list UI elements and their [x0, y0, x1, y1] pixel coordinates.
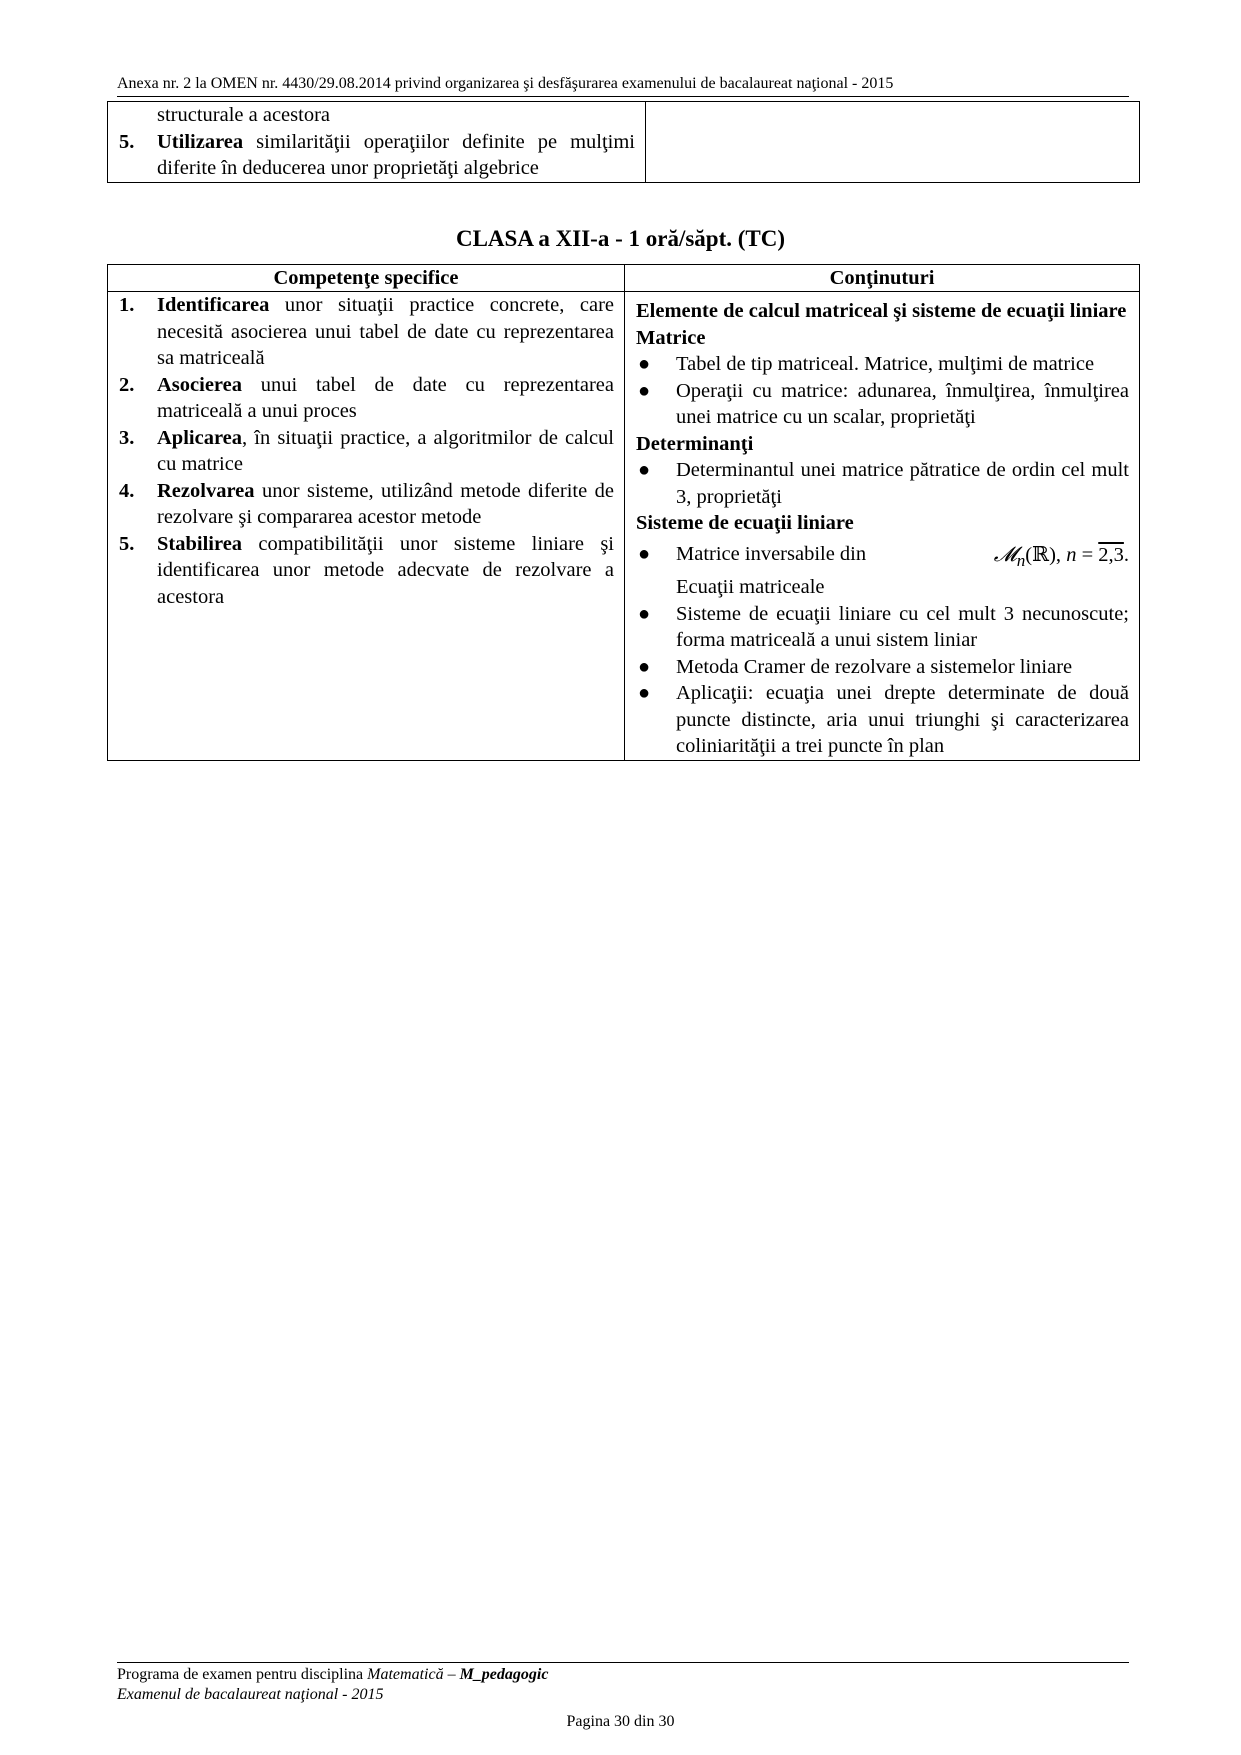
bullet-text: Tabel de tip matriceal. Matrice, mulţimi de matrice: [676, 353, 1095, 375]
item-number: 5.: [119, 130, 135, 153]
competenta-item: [119, 531, 614, 611]
bullet-text: Determinantul unei matrice pătratice de ordin cel mult 3, proprietăţi: [676, 459, 1129, 508]
item-keyword: Asocierea: [157, 373, 243, 396]
continut-title: Elemente de calcul matriceal şi sisteme de ecuaţii liniare: [636, 300, 1127, 322]
matrix-set-formula: [994, 541, 1129, 575]
item-number: 5.: [119, 532, 135, 555]
bullet-icon: ●: [638, 459, 651, 481]
item-text: unui tabel de date cu reprezentarea matriceală a unui proces: [157, 373, 614, 422]
determinanti-list: [636, 457, 1129, 510]
footer-line-1: [117, 1665, 1129, 1685]
bullet-item: [636, 680, 1129, 760]
item-number: 3.: [119, 426, 135, 449]
competenta-item: [119, 292, 614, 372]
item-keyword: Rezolvarea: [157, 479, 255, 502]
col-header-continuturi: Conţinuturi: [625, 265, 1140, 292]
bullet-text: Metoda Cramer de rezolvare a sistemelor liniare: [676, 655, 1073, 678]
section-title: CLASA a XII-a - 1 oră/săpt. (TC): [455, 226, 786, 251]
competente-list: [119, 292, 614, 610]
competente-cell: [108, 292, 625, 761]
bullet-item: [636, 351, 1129, 378]
competenta-item: [119, 425, 614, 478]
page-number: Pagina 30 din 30: [566, 1713, 675, 1730]
bullet-icon: ●: [638, 379, 651, 402]
formula-range: 2,3: [1098, 543, 1124, 566]
bullet-icon: ●: [638, 655, 651, 678]
bullet-item: [636, 537, 1129, 601]
matrice-list: [636, 351, 1129, 431]
section-heading-sisteme: Sisteme de ecuaţii liniare: [636, 512, 854, 534]
sisteme-list: [636, 537, 1129, 760]
item-number: 2.: [119, 373, 135, 396]
formula-m: 𝓜: [993, 541, 1017, 566]
formula-line: [676, 541, 1129, 575]
item-text: similarităţii operaţiilor definite pe mulţimi diferite în deducerea unor proprietăţi algebrice: [157, 130, 635, 179]
bullet-item: [636, 378, 1129, 431]
footer-prefix: Programa de examen pentru disciplina: [117, 1666, 368, 1683]
prev-continuation-item: [119, 102, 635, 129]
bullet-text: Sisteme de ecuaţii liniare cu cel mult 3 necunoscute; forma matriceală a unui sistem liniar: [676, 602, 1129, 652]
footer-profile: M_pedagogic: [459, 1666, 549, 1683]
item-keyword: Aplicarea: [157, 426, 243, 449]
item-text: compatibilităţii unor sisteme liniare şi identificarea unor metode adecvate de rezolvare a acestora: [157, 532, 614, 608]
bullet-item: [636, 654, 1129, 681]
footer-subject: Matematică: [367, 1666, 444, 1683]
bullet-text-continued: Ecuaţii matriceale: [676, 576, 825, 599]
previous-table-continuation: [107, 101, 1140, 183]
continuation-text: structurale a acestora: [157, 104, 331, 126]
prev-competente-list: [119, 102, 635, 182]
prev-continut-cell: [646, 102, 1140, 183]
formula-sub: n: [1016, 550, 1026, 570]
item-text: unor situaţii practice concrete, care necesită asocierea unui tabel de date cu reprezentarea sa matriceală: [157, 294, 614, 369]
competenta-item: [119, 129, 635, 182]
page-header: Anexa nr. 2 la OMEN nr. 4430/29.08.2014 privind organizarea şi desfăşurarea examenului de bacalaureat naţional - 2015: [117, 74, 1129, 97]
item-keyword: Identificarea: [157, 294, 270, 316]
footer-line-2: Examenul de bacalaureat naţional - 2015: [117, 1686, 384, 1703]
formula-end: .: [1123, 543, 1129, 566]
competenta-item: [119, 478, 614, 531]
section-heading-determinanti: Determinanţi: [636, 432, 754, 455]
formula-arg: (ℝ),: [1025, 543, 1067, 566]
item-keyword: Utilizarea: [157, 130, 244, 153]
competenta-item: [119, 372, 614, 425]
prev-competente-cell: [108, 102, 646, 183]
item-text: , în situaţii practice, a algoritmilor de calcul cu matrice: [157, 426, 614, 475]
bullet-icon: ●: [638, 602, 651, 625]
curriculum-table: [107, 264, 1140, 761]
page-footer: [117, 1662, 1129, 1705]
bullet-item: [636, 601, 1129, 654]
bullet-icon: ●: [638, 682, 651, 705]
col-header-competente: Competenţe specifice: [108, 265, 625, 292]
bullet-text: Operaţii cu matrice: adunarea, înmulţirea, înmulţirea unei matrice cu un scalar, proprietăţi: [676, 379, 1129, 428]
footer-dash: –: [443, 1666, 460, 1683]
bullet-text: Matrice inversabile din: [676, 542, 867, 565]
formula-n: n: [1066, 543, 1077, 566]
bullet-item: [636, 457, 1129, 510]
section-heading-matrice: Matrice: [636, 326, 706, 349]
bullet-icon: ●: [638, 542, 651, 565]
bullet-text: Aplicaţii: ecuaţia unei drepte determinate de două puncte distincte, aria unui triunghi şi caracterizarea coliniarităţii a trei puncte în plan: [676, 682, 1129, 758]
item-keyword: Stabilirea: [157, 532, 243, 555]
formula-eq: =: [1076, 543, 1099, 566]
item-text: unor sisteme, utilizând metode diferite de rezolvare şi compararea acestor metode: [157, 479, 614, 528]
item-number: 4.: [119, 479, 135, 502]
bullet-icon: ●: [638, 353, 651, 375]
continuturi-cell: [625, 292, 1140, 761]
item-number: 1.: [119, 294, 135, 316]
